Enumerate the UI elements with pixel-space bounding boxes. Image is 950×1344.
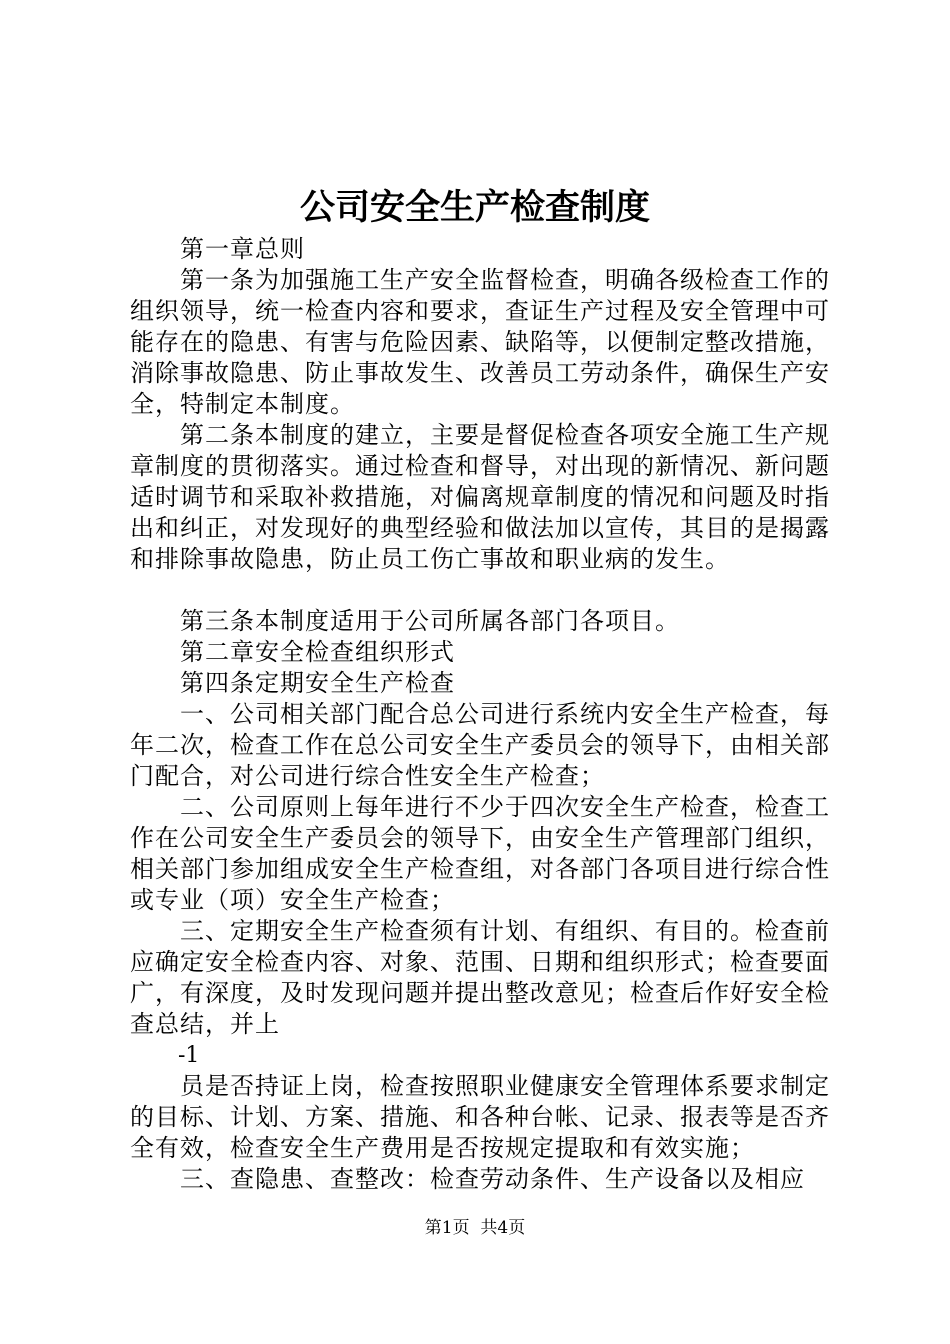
article-4-item-2: 二、公司原则上每年进行不少于四次安全生产检查，检查工作在公司安全生产委员会的领导下，由安全生产管理部门组织，相关部门参加组成安全生产检查组，对各部门各项目进行综合性或专业（项）安全生产检查； [130,793,830,914]
page-footer: 第1页 共4页 [424,1218,526,1238]
inline-page-mark: -1 [178,1043,200,1068]
document-title: 公司安全生产检查制度 [299,188,650,228]
chapter-heading-2: 第二章安全检查组织形式 [180,638,455,666]
article-4-item-3: 三、定期安全生产检查须有计划、有组织、有目的。检查前应确定安全检查内容、对象、范围、日期和组织形式；检查要面广，有深度，及时发现问题并提出整改意见；检查后作好安全检查总结，并上 [130,917,830,1038]
article-4-heading: 第四条定期安全生产检查 [180,669,455,697]
article-3-paragraph: 第三条本制度适用于公司所属各部门各项目。 [180,607,680,635]
article-2-paragraph: 第二条本制度的建立，主要是督促检查各项安全施工生产规章制度的贯彻落实。通过检查和督导，对出现的新情况、新问题适时调节和采取补救措施，对偏离规章制度的情况和问题及时指出和纠正，对发现好的典型经验和做法加以宣传，其目的是揭露和排除事故隐患，防止员工伤亡事故和职业病的发生。 [130,421,830,573]
article-4-item-1: 一、公司相关部门配合总公司进行系统内安全生产检查，每年二次，检查工作在总公司安全生产委员会的领导下，由相关部门配合，对公司进行综合性安全生产检查； [130,700,830,790]
article-1-paragraph: 第一条为加强施工生产安全监督检查，明确各级检查工作的组织领导，统一检查内容和要求，查证生产过程及安全管理中可能存在的隐患、有害与危险因素、缺陷等，以便制定整改措施，消除事故隐患、防止事故发生、改善员工劳动条件，确保生产安全，特制定本制度。 [130,266,830,418]
continued-paragraph: 员是否持证上岗，检查按照职业健康安全管理体系要求制定的目标、计划、方案、措施、和各种台帐、记录、报表等是否齐全有效，检查安全生产费用是否按规定提取和有效实施； [130,1072,830,1162]
chapter-heading-1: 第一章总则 [180,235,305,263]
document-body [130,234,830,1195]
inspection-item-3: 三、查隐患、查整改：检查劳动条件、生产设备以及相应 [180,1165,805,1193]
